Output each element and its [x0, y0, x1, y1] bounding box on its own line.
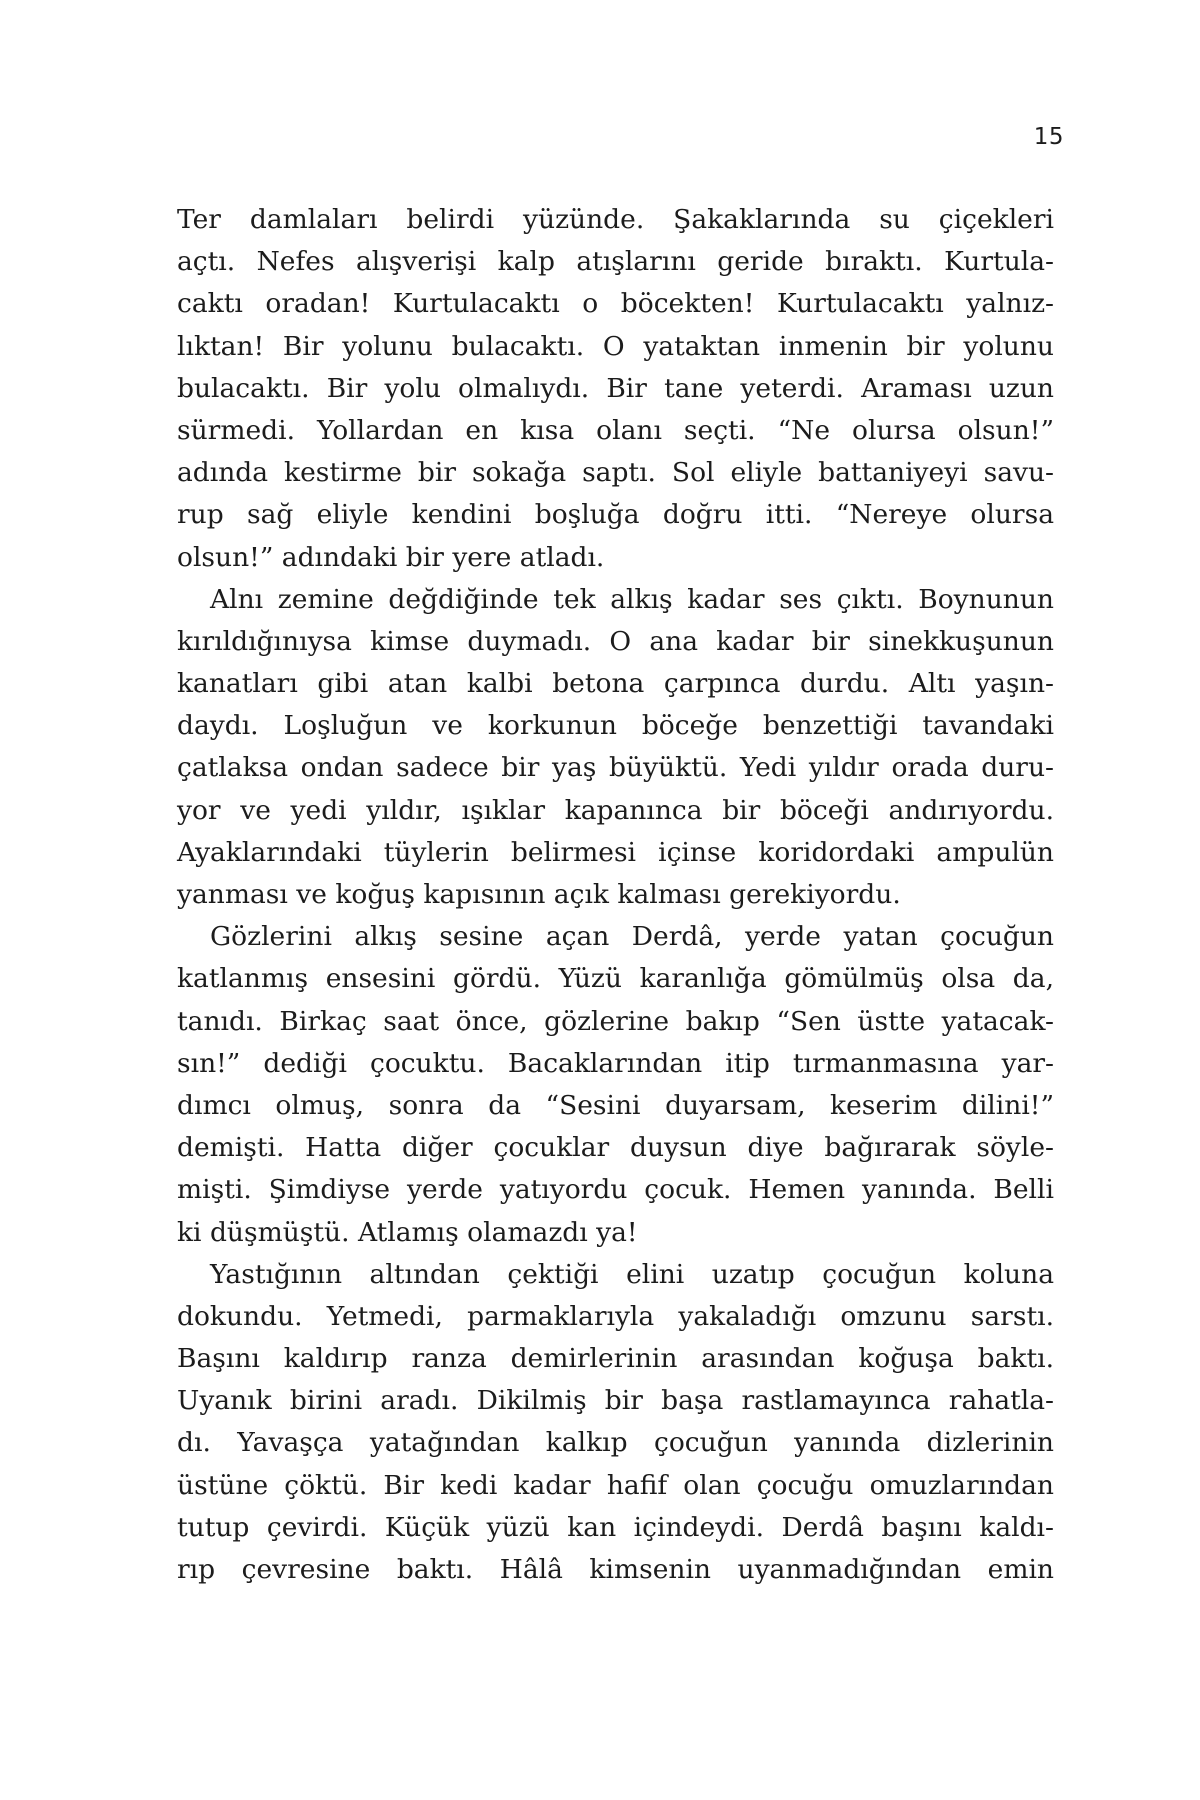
paragraph-3 [177, 916, 1054, 1254]
text-line: olsun!” adındaki bir yere atladı. [177, 541, 605, 573]
text-line: Yastığının altından çektiği elini uzatıp çocuğun koluna [210, 1258, 1054, 1290]
text-line: katlanmış ensesini gördü. Yüzü karanlığa gömülmüş olsa da, [177, 963, 1054, 995]
page-number: 15 [1033, 124, 1064, 150]
text-line: Gözlerini alkış sesine açan Derdâ, yerde yatan çocuğun [210, 921, 1054, 953]
text-line: yor ve yedi yıldır, ışıklar kapanınca bir böceği andırıyordu. [177, 794, 1054, 826]
text-line: Başını kaldırıp ranza demirlerinin arasından koğuşa baktı. [177, 1343, 1054, 1375]
text-line: açtı. Nefes alışverişi kalp atışlarını geride bıraktı. Kurtula- [177, 246, 1054, 278]
text-line: lıktan! Bir yolunu bulacaktı. O yataktan inmenin bir yolunu [177, 330, 1054, 362]
paragraph-2 [177, 579, 1054, 917]
text-line: kırıldığınıysa kimse duymadı. O ana kadar bir sinekkuşunun [177, 625, 1054, 657]
text-line: üstüne çöktü. Bir kedi kadar hafif olan çocuğu omuzlarından [177, 1469, 1054, 1501]
body-text [177, 199, 1054, 1591]
paragraph-4 [177, 1254, 1054, 1592]
paragraph-1 [177, 199, 1054, 579]
text-line: demişti. Hatta diğer çocuklar duysun diye bağırarak söyle- [177, 1132, 1054, 1164]
text-line: sın!” dediği çocuktu. Bacaklarından itip tırmanmasına yar- [177, 1047, 1054, 1079]
text-line: Ter damlaları belirdi yüzünde. Şakaklarında su çiçekleri [177, 204, 1054, 235]
text-line: rup sağ eliyle kendini boşluğa doğru itti. “Nereye olursa [177, 499, 1054, 531]
text-line: mişti. Şimdiyse yerde yatıyordu çocuk. Hemen yanında. Belli [177, 1174, 1054, 1206]
text-line: caktı oradan! Kurtulacaktı o böcekten! Kurtulacaktı yalnız- [177, 288, 1054, 320]
text-line: ki düşmüştü. Atlamış olamazdı ya! [177, 1216, 638, 1248]
text-line: Ayaklarındaki tüylerin belirmesi içinse koridordaki ampulün [177, 836, 1054, 868]
text-line: dımcı olmuş, sonra da “Sesini duyarsam, keserim dilini!” [177, 1089, 1054, 1121]
text-line: adında kestirme bir sokağa saptı. Sol eliyle battaniyeyi savu- [177, 457, 1054, 489]
text-line: Alnı zemine değdiğinde tek alkış kadar ses çıktı. Boynunun [210, 583, 1054, 615]
text-line: çatlaksa ondan sadece bir yaş büyüktü. Yedi yıldır orada duru- [177, 752, 1054, 784]
text-line: kanatları gibi atan kalbi betona çarpınca durdu. Altı yaşın- [177, 668, 1054, 700]
text-line: rıp çevresine baktı. Hâlâ kimsenin uyanmadığından emin [177, 1554, 1054, 1585]
text-line: tutup çevirdi. Küçük yüzü kan içindeydi. Derdâ başını kaldı- [177, 1511, 1054, 1543]
text-line: bulacaktı. Bir yolu olmalıydı. Bir tane yeterdi. Araması uzun [177, 372, 1054, 404]
text-line: dokundu. Yetmedi, parmaklarıyla yakaladığı omzunu sarstı. [177, 1300, 1054, 1332]
text-line: yanması ve koğuş kapısının açık kalması gerekiyordu. [177, 879, 901, 910]
text-line: sürmedi. Yollardan en kısa olanı seçti. “Ne olursa olsun!” [177, 414, 1054, 446]
text-line: tanıdı. Birkaç saat önce, gözlerine bakıp “Sen üstte yatacak- [177, 1005, 1054, 1037]
text-line: Uyanık birini aradı. Dikilmiş bir başa rastlamayınca rahatla- [177, 1385, 1054, 1417]
text-line: daydı. Loşluğun ve korkunun böceğe benzettiği tavandaki [177, 710, 1054, 742]
text-line: dı. Yavaşça yatağından kalkıp çocuğun yanında dizlerinin [177, 1427, 1054, 1459]
